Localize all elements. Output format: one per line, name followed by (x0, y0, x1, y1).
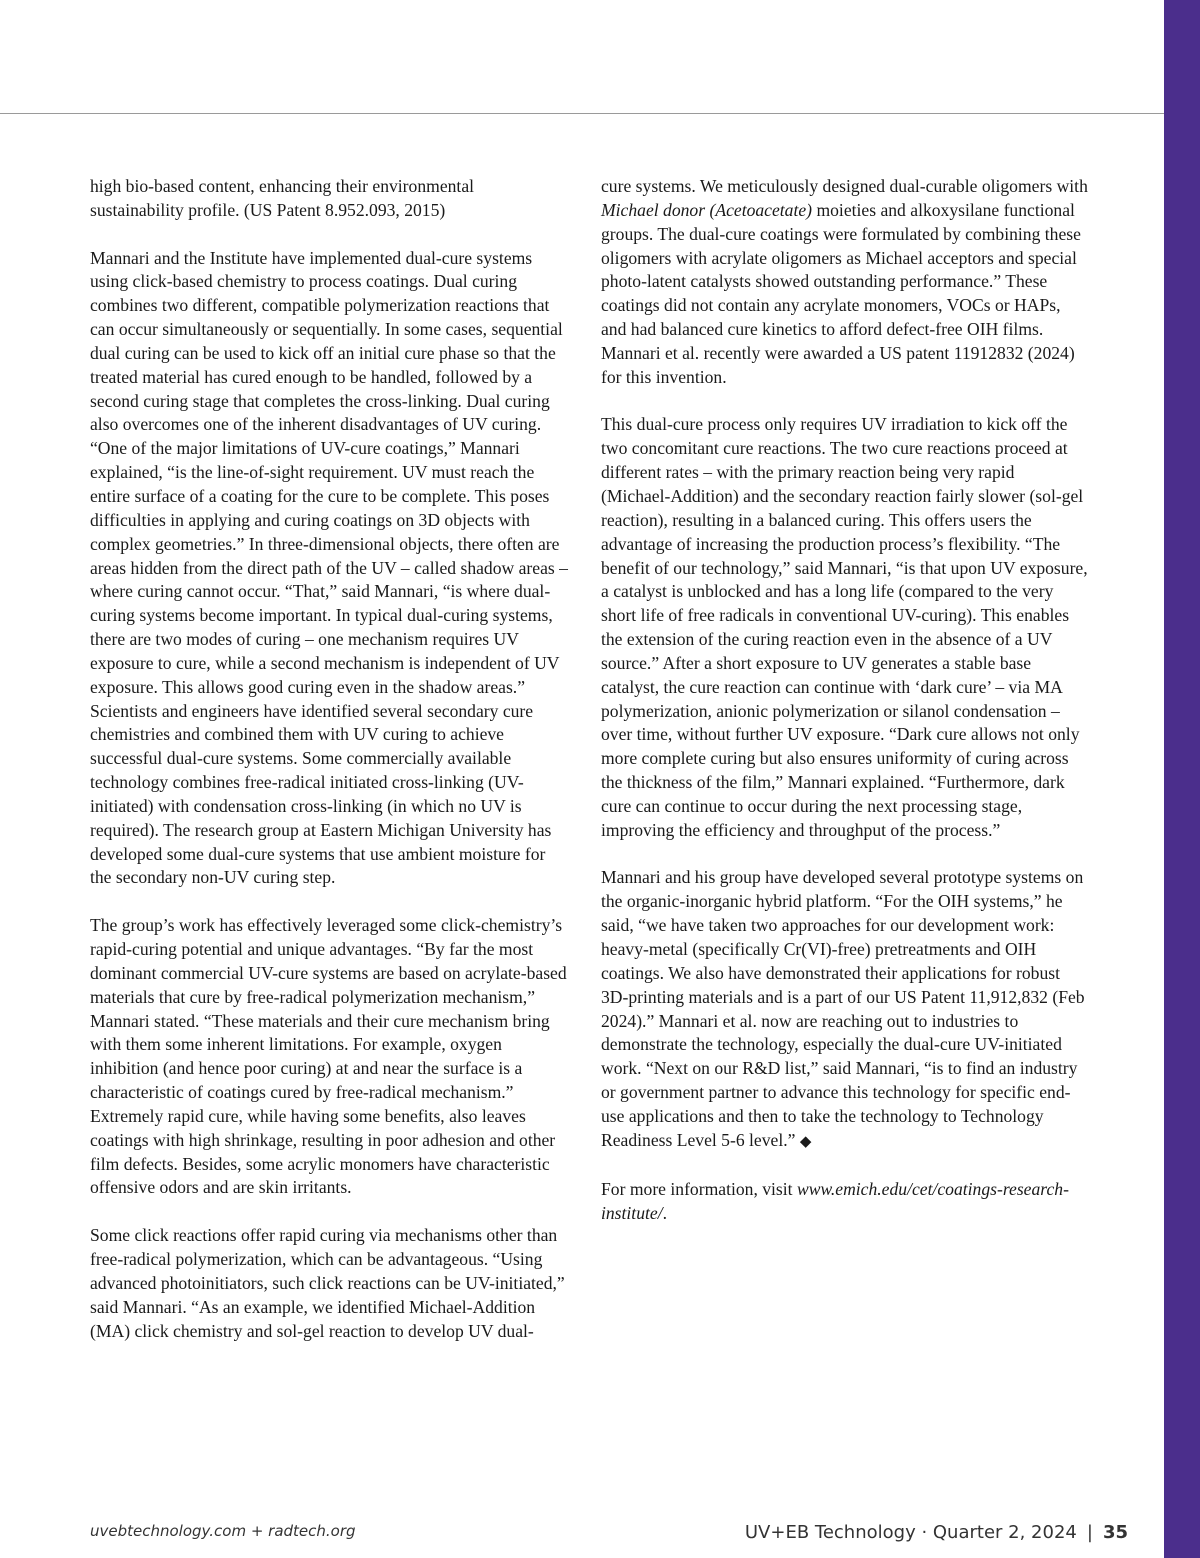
paragraph: The group’s work has effectively leveraged some click-chemistry’s rapid-curing potential and unique advantages. “By far the most dominant commercial UV-cure systems are based on acrylate-based materials that cure by free-radical polymerization mechanism,” Mannari stated. “These materials and their cure mechanism bring with them some inherent limitations. For example, oxygen inhibition (and hence poor curing) at and near the surface is a characteristic of coatings cured by free-radical mechanism.” Extremely rapid cure, while having some benefits, also leaves coatings with high shrinkage, resulting in poor adhesion and other film defects. Besides, some acrylic monomers have characteristic offensive odors and are skin irritants. (90, 915, 567, 1198)
text-span: Mannari and his group have developed several prototype systems on the organic-inorganic hybrid platform. “For the OIH systems,” he said, “we have taken two approaches for our development work: heavy-metal (specifically Cr(VI)-free) pretreatments and OIH coatings. We also have demonstrated their applications for robust 3D-printing materials and is a part of our US Patent 11,912,832 (Feb 2024).” Mannari et al. now are reaching out to industries to demonstrate the technology, especially the dual-cure UV-initiated work. “Next on our R&D list,” said Mannari, “is to find an industry or government partner to advance this technology for specific end-use applications and then to take the technology to Technology Readiness Level 5-6 level.” (601, 867, 1085, 1150)
paragraph (601, 175, 1088, 390)
publication-title: UV+EB Technology · Quarter 2, 2024 (744, 1522, 1077, 1543)
italic-term: Michael donor (Acetoacetate) (601, 199, 813, 220)
page-number: 35 (1102, 1522, 1128, 1543)
paragraph: high bio-based content, enhancing their environmental sustainability profile. (US Patent 8.952.093, 2015) (90, 176, 475, 220)
left-column (90, 175, 570, 1343)
footer-publication (745, 1522, 1128, 1543)
end-mark-icon: ◆ (799, 1133, 812, 1150)
header-rule (0, 113, 1164, 114)
accent-side-bar (1164, 0, 1200, 1558)
right-column (601, 175, 1088, 1226)
paragraph: Some click reactions offer rapid curing via mechanisms other than free-radical polymerization, which can be advantageous. “Using advanced photoinitiators, such click reactions can be UV-initiated,” said Mannari. “As an example, we identified Michael-Addition (MA) click chemistry and sol-gel reaction to develop UV dual- (90, 1225, 565, 1341)
text-span: moieties and alkoxysilane functional groups. The dual-cure coatings were formulated by combining these oligomers with acrylate oligomers as Michael acceptors and special photo-latent catalysts showed outstanding performance.” These coatings did not contain any acrylate monomers, VOCs or HAPs, and had balanced cure kinetics to afford defect-free OIH films. Mannari et al. recently were awarded a US patent 11912832 (2024) for this invention. (601, 199, 1081, 387)
paragraph: Mannari and the Institute have implemented dual-cure systems using click-based chemistry to process coatings. Dual curing combines two different, compatible polymerization reactions that can occur simultaneously or sequentially. In some cases, sequential dual curing can be used to kick off an initial cure phase so that the treated material has cured enough to be handled, followed by a second curing stage that completes the cross-linking. Dual curing also overcomes one of the inherent disadvantages of UV curing. “One of the major limitations of UV-cure coatings,” Mannari explained, “is the line-of-sight requirement. UV must reach the entire surface of a coating for the cure to be complete. This poses difficulties in applying and curing coatings on 3D objects with complex geometries.” In three-dimensional objects, there often are areas hidden from the direct path of the UV – called shadow areas – where curing cannot occur. “That,” said Mannari, “is where dual-curing systems become important. In typical dual-curing systems, there are two modes of curing – one mechanism requires UV exposure to cure, while a second mechanism is independent of UV exposure. This allows good curing even in the shadow areas.” Scientists and engineers have identified several secondary cure chemistries and combined them with UV curing to achieve successful dual-cure systems. Some commercially available technology combines free-radical initiated cross-linking (UV-initiated) with condensation cross-linking (in which no UV is required). The research group at Eastern Michigan University has developed some dual-cure systems that use ambient moisture for the secondary non-UV curing step. (90, 247, 568, 888)
text-span: cure systems. We meticulously designed dual-curable oligomers with (601, 176, 1088, 196)
text-span: For more information, visit (601, 1179, 797, 1200)
paragraph (601, 1178, 1088, 1226)
paragraph (601, 866, 1088, 1154)
footer-websites: uvebtechnology.com + radtech.org (90, 1522, 356, 1540)
paragraph: This dual-cure process only requires UV irradiation to kick off the two concomitant cure reactions. The two cure reactions proceed at different rates – with the primary reaction being very rapid (Michael-Addition) and the secondary reaction fairly slower (sol-gel reaction), resulting in a balanced curing. This offers users the advantage of increasing the production process’s flexibility. “The benefit of our technology,” said Mannari, “is that upon UV exposure, a catalyst is unblocked and has a long life (compared to the very short life of free radicals in conventional UV-curing). This enables the extension of the curing reaction even in the absence of a UV source.” After a short exposure to UV generates a stable base catalyst, the cure reaction can continue with ‘dark cure’ – via MA polymerization, anionic polymerization or silanol condensation – over time, without further UV exposure. “Dark cure allows not only more complete curing but also ensures uniformity of curing across the thickness of the film,” Mannari explained. “Furthermore, dark cure can continue to occur during the next processing stage, improving the efficiency and throughput of the process.” (601, 414, 1088, 840)
info-link[interactable]: www.emich.edu/cet/coatings-research-institute/ (601, 1179, 1069, 1224)
text-span: . (662, 1203, 667, 1224)
footer-separator: | (1086, 1522, 1093, 1543)
